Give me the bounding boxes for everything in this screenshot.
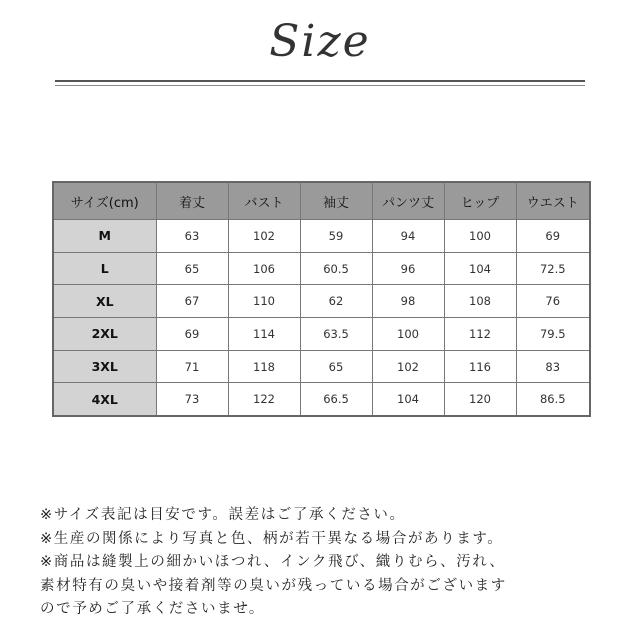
table-cell: 71 xyxy=(156,350,228,383)
table-cell: 83 xyxy=(516,350,590,383)
table-cell: 98 xyxy=(372,285,444,318)
size-label: 3XL xyxy=(53,350,156,383)
column-header: バスト xyxy=(228,182,300,220)
note-line: 素材特有の臭いや接着剤等の臭いが残っている場合がございます xyxy=(40,577,507,594)
table-row xyxy=(53,350,590,383)
size-label: 4XL xyxy=(53,383,156,416)
table-cell: 86.5 xyxy=(516,383,590,416)
column-header: ウエスト xyxy=(516,182,590,220)
table-row xyxy=(53,220,590,253)
size-table xyxy=(52,181,591,417)
table-cell: 73 xyxy=(156,383,228,416)
note-line: ※サイズ表記は目安です。誤差はご了承ください。 xyxy=(40,507,406,523)
table-cell: 62 xyxy=(300,285,372,318)
table-cell: 106 xyxy=(228,252,300,285)
title-divider xyxy=(55,80,585,82)
note-line: ※生産の関係により写真と色、柄が若干異なる場合があります。 xyxy=(40,530,504,547)
table-cell: 118 xyxy=(228,350,300,383)
column-header: 袖丈 xyxy=(300,182,372,220)
column-header: サイズ(cm) xyxy=(53,182,156,220)
table-cell: 72.5 xyxy=(516,252,590,285)
table-row xyxy=(53,285,590,318)
table-row xyxy=(53,383,590,416)
table-cell: 67 xyxy=(156,285,228,318)
table-cell: 104 xyxy=(444,252,516,285)
table-cell: 65 xyxy=(300,350,372,383)
note-line: ※商品は縫製上の細かいほつれ、インク飛び、織りむら、汚れ、 xyxy=(40,554,506,570)
title-divider-thin xyxy=(55,85,585,86)
table-cell: 69 xyxy=(516,220,590,253)
table-cell: 59 xyxy=(300,220,372,253)
table-cell: 100 xyxy=(372,318,444,351)
size-label: L xyxy=(53,252,156,285)
table-cell: 122 xyxy=(228,383,300,416)
table-cell: 66.5 xyxy=(300,383,372,416)
table-cell: 104 xyxy=(372,383,444,416)
page-title: Size xyxy=(269,16,371,67)
table-cell: 69 xyxy=(156,318,228,351)
table-cell: 60.5 xyxy=(300,252,372,285)
table-cell: 65 xyxy=(156,252,228,285)
table-cell: 79.5 xyxy=(516,318,590,351)
table-cell: 112 xyxy=(444,318,516,351)
table-cell: 63 xyxy=(156,220,228,253)
column-header: ヒップ xyxy=(444,182,516,220)
note-line: ので予めご了承くださいませ。 xyxy=(40,601,265,617)
table-cell: 110 xyxy=(228,285,300,318)
table-cell: 120 xyxy=(444,383,516,416)
table-cell: 96 xyxy=(372,252,444,285)
table-row xyxy=(53,252,590,285)
table-cell: 76 xyxy=(516,285,590,318)
column-header: 着丈 xyxy=(156,182,228,220)
size-table-header xyxy=(53,182,590,220)
table-cell: 102 xyxy=(372,350,444,383)
table-cell: 102 xyxy=(228,220,300,253)
table-cell: 100 xyxy=(444,220,516,253)
size-label: M xyxy=(53,220,156,253)
table-row xyxy=(53,318,590,351)
table-cell: 63.5 xyxy=(300,318,372,351)
table-cell: 116 xyxy=(444,350,516,383)
size-notes xyxy=(40,504,630,622)
table-cell: 108 xyxy=(444,285,516,318)
size-label: XL xyxy=(53,285,156,318)
size-label: 2XL xyxy=(53,318,156,351)
table-cell: 114 xyxy=(228,318,300,351)
table-cell: 94 xyxy=(372,220,444,253)
column-header: パンツ丈 xyxy=(372,182,444,220)
